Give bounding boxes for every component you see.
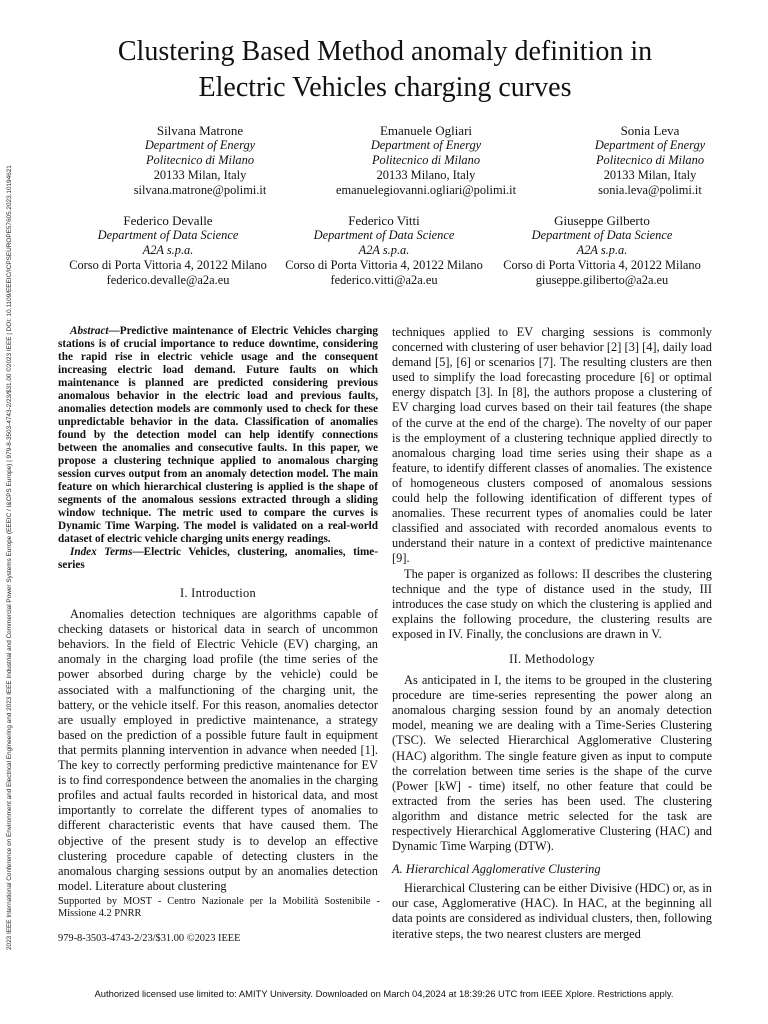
copyright-line: 979-8-3503-4743-2/23/$31.00 ©2023 IEEE <box>58 933 241 944</box>
author-name: Silvana Matrone <box>156 123 244 138</box>
author-address: 20133 Milan, Italy <box>153 168 247 182</box>
author-email: silvana.matrone@polimi.it <box>133 183 267 197</box>
abstract-label: Abstract <box>70 325 109 337</box>
author-block <box>490 213 714 288</box>
paragraph: The paper is organized as follows: II describes the clustering technique and the type of distance used in the study, III introduces the case study on which the clustering is applied and explains the following procedure, the clustering results are exposed in IV. Finally, the conclusions are drawn in V. <box>392 566 712 641</box>
author-block <box>272 213 496 288</box>
author-name: Federico Vitti <box>348 213 420 228</box>
author-dept: Department of Data Science <box>531 228 673 242</box>
author-name: Sonia Leva <box>620 123 680 138</box>
author-org: Politecnico di Milano <box>595 153 705 167</box>
section-heading: II. Methodology <box>509 651 595 666</box>
author-dept: Department of Energy <box>370 138 482 152</box>
license-notice: Authorized licensed use limited to: AMITY University. Downloaded on March 04,2024 at 18:39:26 UTC from IEEE Xplore. Restrictions apply. <box>94 988 674 999</box>
author-dept: Department of Energy <box>144 138 256 152</box>
paper-title <box>40 34 730 106</box>
author-address: 20133 Milan, Italy <box>603 168 697 182</box>
author-name: Giuseppe Gilberto <box>554 213 650 228</box>
author-address: Corso di Porta Vittoria 4, 20122 Milano <box>503 258 701 272</box>
abstract-text: —Predictive maintenance of Electric Vehicles charging stations is of crucial importance to reduce downtime, considering the rapid rise in electric vehicle usage and the consequent increasing electric load demand. Future faults on which maintenance is planned are predicted considering previous anomalous behavior in the electric load and previous faults, anomalies detection models are commonly used to check for these unpredictable behavior in the data. Classification of anomalies found by the detection model can help identify connections between the anomalies and consecutive faults. In this paper, we propose a clustering technique applied to anomalous charging session curves output from an anomaly detection model. The main feature on which hierarchical clustering is applied is the shape of segments of the anomalous sessions extracted through a sliding window technique. The metric used to compare the curves is Dynamic Time Warping. The model is validated on a real-world dataset of electric vehicle charging units energy readings. <box>58 325 378 545</box>
sidebar-text: 2023 IEEE International Conference on Environment and Electrical Engineering and 2023 IEEE Industrial and Commercial Power Systems Europe (EEEIC / I&CPS Europe) | 979-8-3503-4743-2/23/$31.00 ©2023 IEEE | DOI: 10.1109/EEEIC/ICPSEUROPE57605.2023.10194621 <box>6 165 13 950</box>
abstract <box>58 325 378 546</box>
author-email: federico.devalle@a2a.eu <box>106 273 230 287</box>
author-org: A2A s.p.a. <box>576 243 628 257</box>
right-column <box>392 325 712 942</box>
subsection-heading: A. Hierarchical Agglomerative Clustering <box>392 862 601 877</box>
author-org: A2A s.p.a. <box>358 243 410 257</box>
author-block <box>58 213 278 288</box>
title-line-1: Clustering Based Method anomaly definition in <box>117 36 653 67</box>
author-address: 20133 Milano, Italy <box>376 168 476 182</box>
author-dept: Department of Energy <box>594 138 706 152</box>
paragraph: Anomalies detection techniques are algorithms capable of checking datasets or historical data in search of uncommon behaviors. In the field of Electric Vehicle (EV) charging, an anomaly in the charging load profile (the time series of the power absorbed during charge by the vehicle) could be associated with a malfunctioning of the charging unit, the battery, or the vehicle itself. For this reason, anomalies detector are usually employed in predictive maintenance, a strategy based on the prediction of a possible future fault in equipment that permits planning intervention in advance when needed [1]. The key to correctly performing predictive maintenance for EV is to find correspondence between the anomalies in the charging profiles and actual faults recorded in historical data, and most importantly to correlate the different types of anomalies to different characteristic events that have caused them. The objective of the present study is to develop an effective clustering procedure capable of detecting clusters in the anomalous charging sessions output by an anomalies detection model. Literature about clustering <box>58 607 378 893</box>
author-email: emanuelegiovanni.ogliari@polimi.it <box>335 183 517 197</box>
paragraph: As anticipated in I, the items to be grouped in the clustering procedure are time-series representing the power along an anomalous charging session found by an anomaly detection model, meaning we are dealing with a Time-Series Clustering (TSC). We selected Hierarchical Agglomerative Clustering (HAC) algorithm. The single feature given as input to compute the correlation between time series is the shape of the curve (Power [kW] - time) itself, no other feature that could be extracted from the series has been used. The clustering algorithm and distance metric selected for the task are respectively Hierarchical Agglomerative Clustering (HAC) and Dynamic Time Warping (DTW). <box>392 673 712 854</box>
author-email: sonia.leva@polimi.it <box>598 183 702 197</box>
author-dept: Department of Data Science <box>97 228 239 242</box>
author-address: Corso di Porta Vittoria 4, 20122 Milano <box>285 258 483 272</box>
index-terms-label: Index Terms <box>70 546 133 558</box>
index-terms-text: —Electric Vehicles, clustering, anomalies, time-series <box>58 546 378 571</box>
author-name: Federico Devalle <box>123 213 213 228</box>
author-email: federico.vitti@a2a.eu <box>330 273 438 287</box>
author-block <box>316 123 536 198</box>
index-terms <box>58 546 378 572</box>
author-address: Corso di Porta Vittoria 4, 20122 Milano <box>69 258 267 272</box>
author-name: Emanuele Ogliari <box>379 123 473 138</box>
section-heading: I. Introduction <box>179 586 257 600</box>
author-org: Politecnico di Milano <box>145 153 255 167</box>
paragraph: techniques applied to EV charging sessions is commonly concerned with clustering of user behavior [2] [3] [4], daily load demand [5], [6] or scenarios [7]. The resulting clusters are then used to simplify the load forecasting procedure [6] or optimal energy dispatch [3]. In [8], the authors propose a clustering of EV charging load curves based on their tail features (the shape of the curve at the end of the charge). The novelty of our paper is the employment of a clustering technique applied directly to anomalous charging load time series using their shape as a feature, to identify different classes of anomalies. The existence of homogeneous clusters composed of anomalous sessions could help the following identification of different types of anomalies. These recurrent types of anomalies could be later classified and associated with recorded anomalous events to understand their nature in a context of predictive maintenance [9]. <box>392 325 712 566</box>
author-dept: Department of Data Science <box>313 228 455 242</box>
author-org: A2A s.p.a. <box>142 243 194 257</box>
title-line-2: Electric Vehicles charging curves <box>198 72 572 103</box>
author-org: Politecnico di Milano <box>371 153 481 167</box>
author-email: giuseppe.giliberto@a2a.eu <box>535 273 669 287</box>
author-block <box>570 123 730 198</box>
author-block <box>100 123 300 198</box>
conference-sidebar <box>3 20 17 950</box>
left-column <box>58 325 378 894</box>
footnote: Supported by MOST - Centro Nazionale per la Mobilità Sostenibile - Missione 4.2 PNRR <box>58 896 380 919</box>
paragraph: Hierarchical Clustering can be either Divisive (HDC) or, as in our case, Agglomerative (HAC). In HAC, at the beginning all data points are considered as individual clusters, then, following iterative steps, the two nearest clusters are merged <box>392 881 712 941</box>
